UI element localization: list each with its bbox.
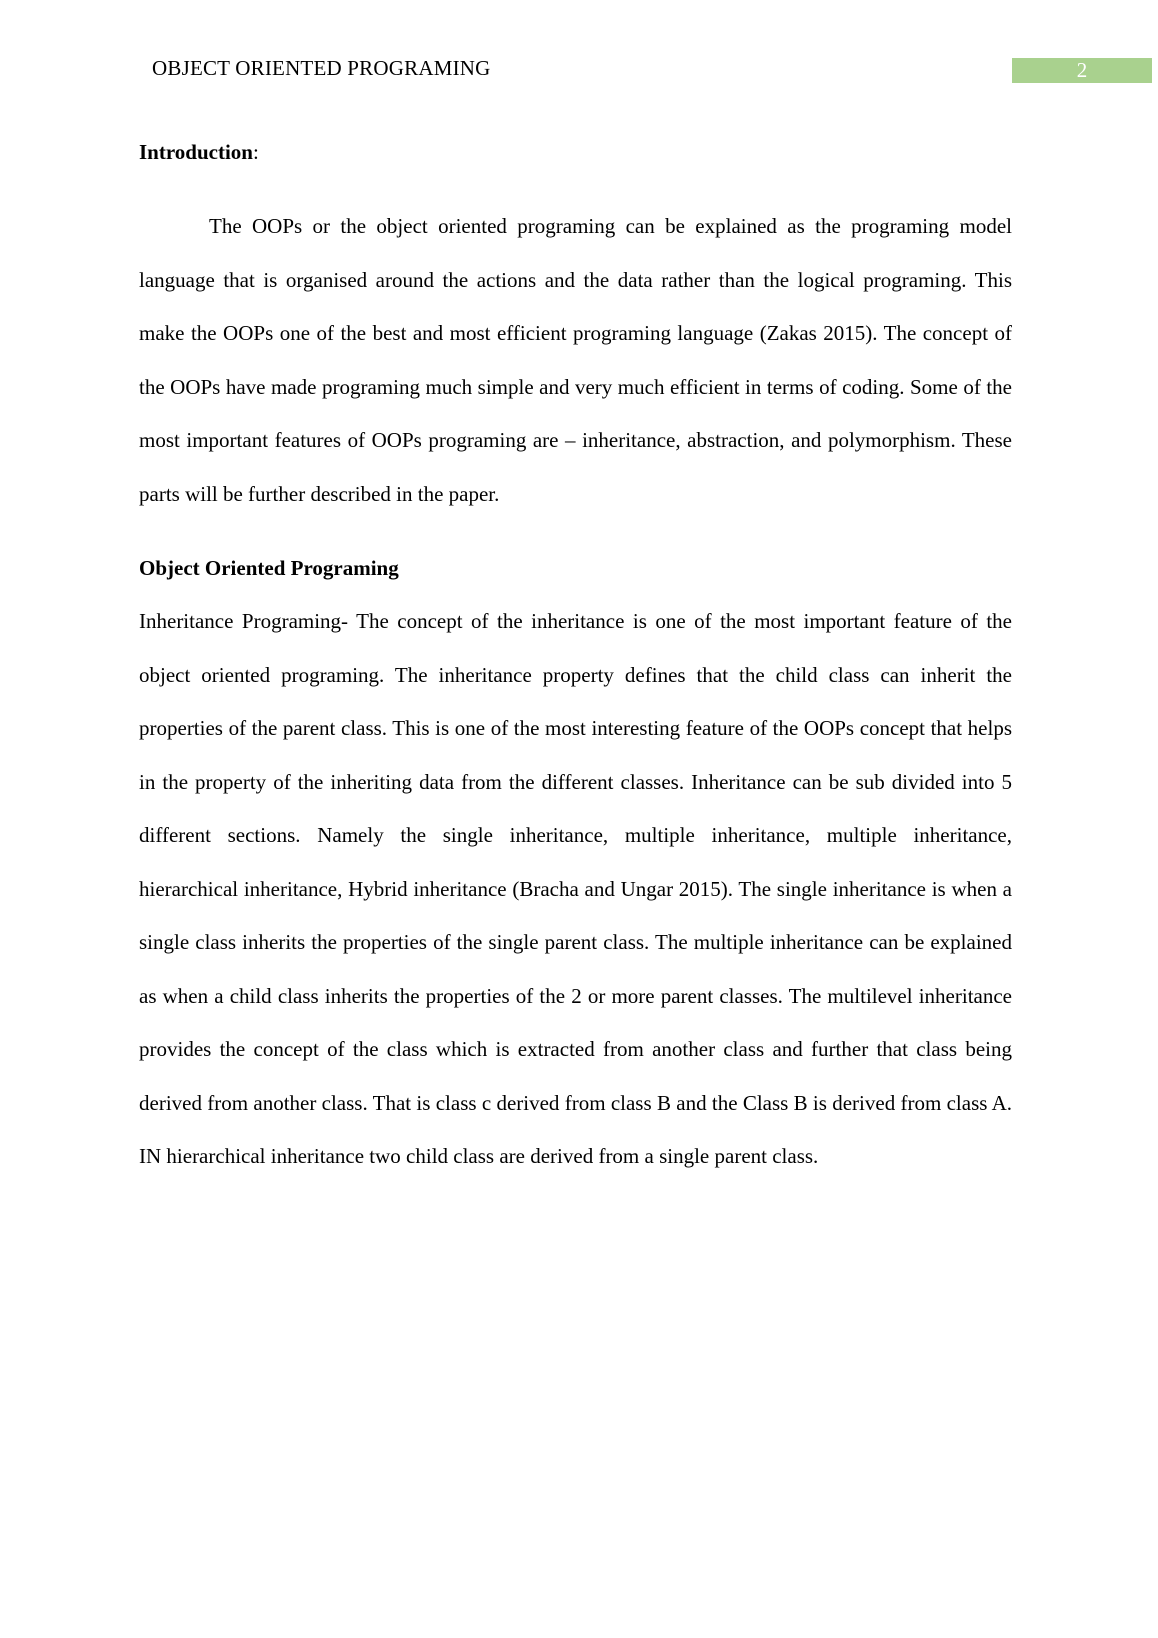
document-body bbox=[139, 135, 1012, 1184]
oop-heading: Object Oriented Programing bbox=[139, 556, 399, 580]
introduction-heading bbox=[139, 135, 1012, 169]
inheritance-paragraph: Inheritance Programing- The concept of the inheritance is one of the most important feature of the object oriented programing. The inheritance property defines that the child class can inherit the properties of the parent class. This is one of the most interesting feature of the OOPs concept that helps in the property of the inheriting data from the different classes. Inheritance can be sub divided into 5 different sections. Namely the single inheritance, multiple inheritance, multiple inheritance, hierarchical inheritance, Hybrid inheritance (Bracha and Ungar 2015). The single inheritance is when a single class inherits the properties of the single parent class. The multiple inheritance can be explained as when a child class inherits the properties of the 2 or more parent classes. The multilevel inheritance provides the concept of the class which is extracted from another class and further that class being derived from another class. That is class c derived from class B and the Class B is derived from class A. IN hierarchical inheritance two child class are derived from a single parent class. bbox=[139, 609, 1012, 1168]
introduction-paragraph: The OOPs or the object oriented programing can be explained as the programing model language that is organised around the actions and the data rather than the logical programing. This make the OOPs one of the best and most efficient programing language (Zakas 2015). The concept of the OOPs have made programing much simple and very much efficient in terms of coding. Some of the most important features of OOPs programing are – inheritance, abstraction, and polymorphism. These parts will be further described in the paper. bbox=[139, 214, 1012, 506]
running-header: OBJECT ORIENTED PROGRAMING bbox=[152, 56, 491, 80]
introduction-heading-colon: : bbox=[252, 140, 259, 164]
introduction-heading-text: Introduction bbox=[139, 140, 253, 164]
page-number: 2 bbox=[1012, 58, 1152, 83]
